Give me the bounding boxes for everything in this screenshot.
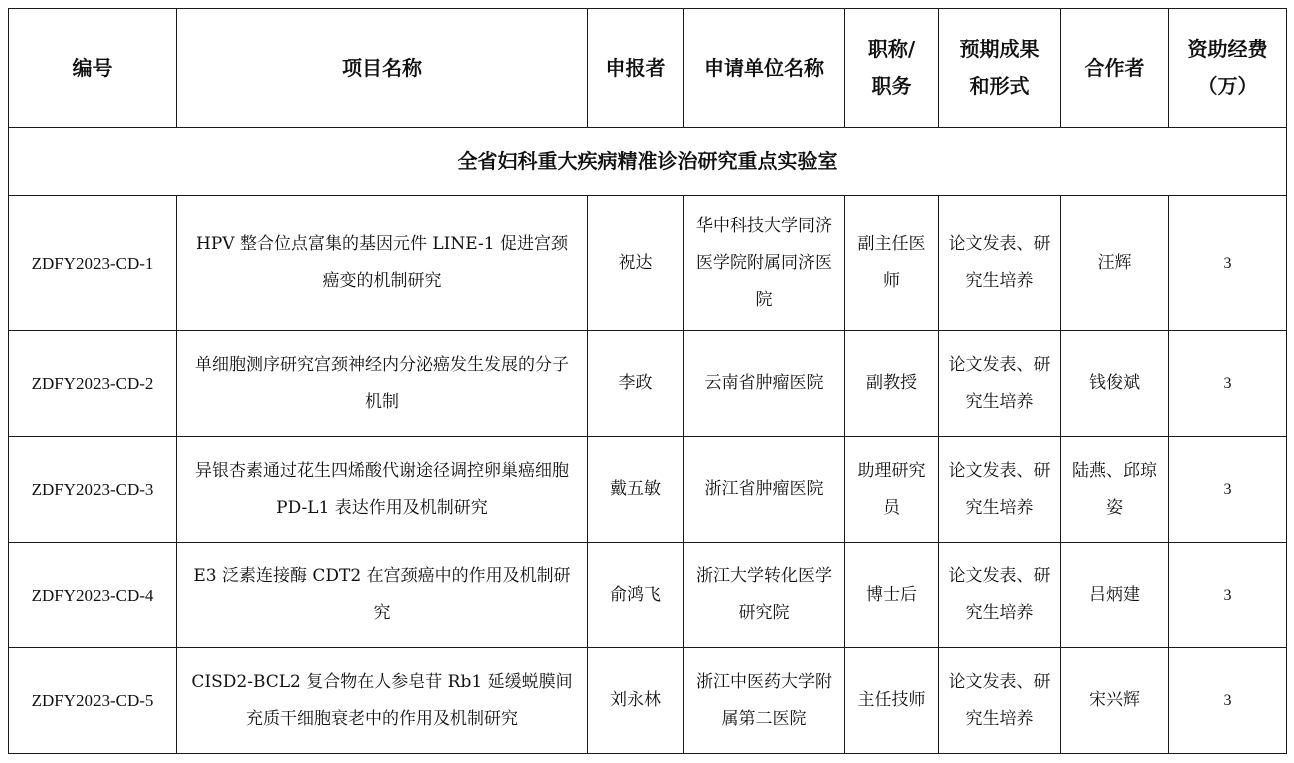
cell-id: ZDFY2023-CD-4 [9, 543, 177, 648]
cell-applicant: 祝达 [588, 196, 684, 331]
cell-outcome: 论文发表、研究生培养 [939, 331, 1061, 437]
cell-outcome: 论文发表、研究生培养 [939, 543, 1061, 648]
header-row [9, 9, 1287, 128]
cell-title: 副教授 [845, 331, 939, 437]
cell-id: ZDFY2023-CD-1 [9, 196, 177, 331]
header-fund-line1: 资助经费 [1187, 37, 1268, 61]
header-fund-line2: （万） [1197, 74, 1258, 98]
header-outcome-line1: 预期成果 [959, 37, 1040, 61]
cell-outcome: 论文发表、研究生培养 [939, 437, 1061, 543]
cell-partner: 宋兴辉 [1061, 648, 1169, 754]
header-title-line1: 职称/ [867, 37, 916, 61]
cell-title: 助理研究员 [845, 437, 939, 543]
table-row [9, 543, 1287, 648]
cell-org: 云南省肿瘤医院 [684, 331, 845, 437]
cell-org: 浙江中医药大学附属第二医院 [684, 648, 845, 754]
header-outcome-line2: 和形式 [969, 74, 1030, 98]
cell-title: 主任技师 [845, 648, 939, 754]
cell-project: E3 泛素连接酶 CDT2 在宫颈癌中的作用及机制研究 [177, 543, 588, 648]
header-id: 编号 [9, 9, 177, 128]
cell-id: ZDFY2023-CD-3 [9, 437, 177, 543]
cell-applicant: 俞鸿飞 [588, 543, 684, 648]
section-row [9, 128, 1287, 196]
header-partner: 合作者 [1061, 9, 1169, 128]
cell-org: 浙江省肿瘤医院 [684, 437, 845, 543]
table-row [9, 437, 1287, 543]
cell-partner: 陆燕、邱琼姿 [1061, 437, 1169, 543]
table-row [9, 331, 1287, 437]
table-row [9, 196, 1287, 331]
header-outcome [939, 9, 1061, 128]
cell-org: 华中科技大学同济医学院附属同济医院 [684, 196, 845, 331]
cell-id: ZDFY2023-CD-2 [9, 331, 177, 437]
project-table [8, 8, 1287, 754]
header-org: 申请单位名称 [684, 9, 845, 128]
cell-project: 异银杏素通过花生四烯酸代谢途径调控卵巢癌细胞 PD-L1 表达作用及机制研究 [177, 437, 588, 543]
cell-partner: 汪辉 [1061, 196, 1169, 331]
cell-partner: 吕炳建 [1061, 543, 1169, 648]
cell-partner: 钱俊斌 [1061, 331, 1169, 437]
cell-outcome: 论文发表、研究生培养 [939, 648, 1061, 754]
cell-title: 副主任医师 [845, 196, 939, 331]
cell-outcome: 论文发表、研究生培养 [939, 196, 1061, 331]
header-title-line2: 职务 [871, 74, 912, 98]
document-page [8, 8, 1286, 754]
cell-project: HPV 整合位点富集的基因元件 LINE-1 促进宫颈癌变的机制研究 [177, 196, 588, 331]
cell-fund: 3 [1169, 437, 1287, 543]
header-applicant: 申报者 [588, 9, 684, 128]
cell-id: ZDFY2023-CD-5 [9, 648, 177, 754]
header-title [845, 9, 939, 128]
table-row [9, 648, 1287, 754]
cell-applicant: 戴五敏 [588, 437, 684, 543]
cell-project: 单细胞测序研究宫颈神经内分泌癌发生发展的分子机制 [177, 331, 588, 437]
header-project: 项目名称 [177, 9, 588, 128]
cell-fund: 3 [1169, 543, 1287, 648]
cell-fund: 3 [1169, 331, 1287, 437]
cell-title: 博士后 [845, 543, 939, 648]
cell-org: 浙江大学转化医学研究院 [684, 543, 845, 648]
cell-applicant: 李政 [588, 331, 684, 437]
header-fund [1169, 9, 1287, 128]
cell-project: CISD2-BCL2 复合物在人参皂苷 Rb1 延缓蜕膜间充质干细胞衰老中的作用及机制研究 [177, 648, 588, 754]
cell-fund: 3 [1169, 196, 1287, 331]
cell-fund: 3 [1169, 648, 1287, 754]
cell-applicant: 刘永林 [588, 648, 684, 754]
section-title: 全省妇科重大疾病精准诊治研究重点实验室 [9, 128, 1287, 196]
